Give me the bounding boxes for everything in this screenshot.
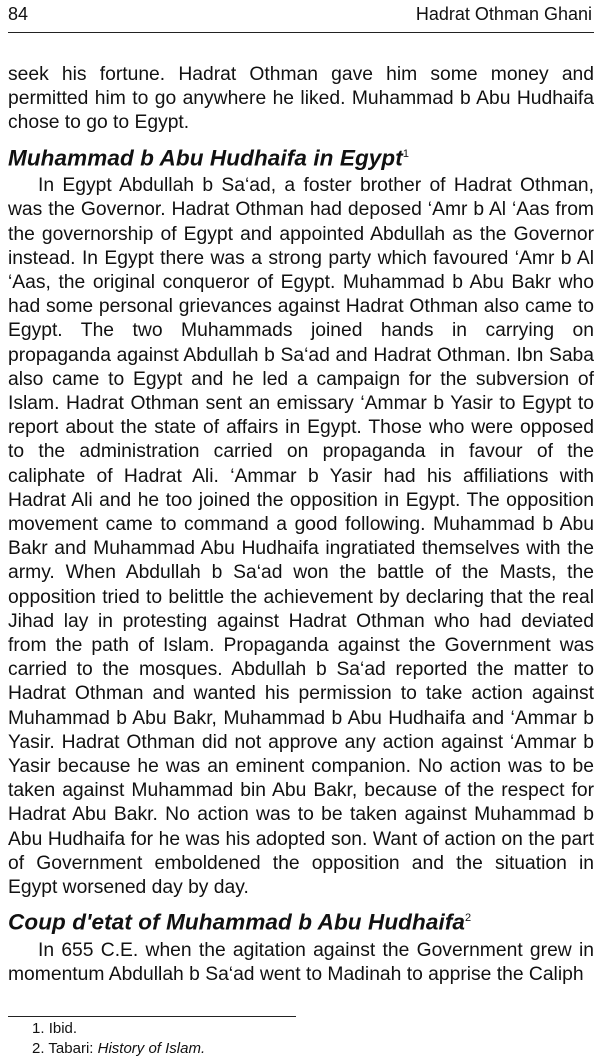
section-heading-coup-text: Coup d'etat of Muhammad b Abu Hudhaifa <box>8 909 466 935</box>
section-heading-egypt <box>8 140 594 173</box>
footnote-rule <box>8 1016 296 1017</box>
footnote-1-number: 1. <box>32 1020 45 1037</box>
section-heading-coup <box>8 904 594 937</box>
footnote-2 <box>8 1039 594 1059</box>
running-header <box>8 0 594 32</box>
footnote-ref-1: 1 <box>402 147 410 160</box>
page-number: 84 <box>8 4 29 24</box>
footnote-2-text: Tabari: <box>48 1040 94 1057</box>
footnote-1 <box>8 1019 594 1039</box>
paragraph-continued: seek his fortune. Hadrat Othman gave him some money and permitted him to go anywhere he liked. Muhammad b Abu Hudhaifa chose to go to Egypt. <box>8 64 594 134</box>
header-rule <box>8 32 594 33</box>
paragraph-egypt: In Egypt Abdullah b Sa‘ad, a foster brother of Hadrat Othman, was the Governor. Hadrat Othman had deposed ‘Amr b Al ‘Aas from the governorship of Egypt and appointed Abdullah as the Governor instead. In Egypt there was a strong party which favoured ‘Amr b Al ‘Aas, the original conqueror of Egypt. Muhammad b Abu Bakr who had some personal grievances against Hadrat Othman also came to Egypt. The two Muhammads joined hands in carrying on propaganda against Abdullah b Sa‘ad and Hadrat Othman. Ibn Saba also came to Egypt and he led a campaign for the subversion of Islam. Hadrat Othman sent an emissary ‘Ammar b Yasir to Egypt to report about the state of affairs in Egypt. Those who were opposed to the administration carried on propaganda in favour of the caliphate of Hadrat Ali. ‘Ammar b Yasir had his affiliations with Hadrat Ali and he too joined the opposition in Egypt. The opposition movement came to command a good following. Muhammad b Abu Bakr and Muhammad Abu Hudhaifa ingratiated themselves with the army. When Abdullah b Sa‘ad won the battle of the Masts, the opposition tried to belittle the achievement by declaring that the real Jihad lay in protesting against Hadrat Othman who had deviated from the path of Islam. Propaganda against the Government was carried to the mosques. Abdullah b Sa‘ad reported the matter to Hadrat Othman and wanted his permission to take action against Muhammad b Abu Bakr, Muhammad b Abu Hudhaifa and ‘Ammar b Yasir. Hadrat Othman did not approve any action against ‘Ammar b Yasir because he was an eminent companion. No action was to be taken against Muhammad bin Abu Bakr, because of the respect for Hadrat Abu Bakr. No action was to be taken against Muhammad b Abu Hudhaifa for he was his adopted son. Want of action on the part of Government emboldened the opposition and the situation in Egypt worsened day by day. <box>8 175 594 898</box>
running-title: Hadrat Othman Ghani <box>415 4 592 24</box>
footnote-2-number: 2. <box>32 1040 45 1057</box>
footnotes <box>8 1016 594 1059</box>
footnote-1-text: Ibid. <box>48 1020 78 1037</box>
footnote-2-title: History of Islam. <box>97 1040 206 1057</box>
section-heading-egypt-text: Muhammad b Abu Hudhaifa in Egypt <box>8 145 403 171</box>
paragraph-coup: In 655 C.E. when the agitation against the Government grew in momentum Abdullah b Sa‘ad went to Madinah to apprise the Caliph <box>8 939 594 985</box>
footnote-ref-2: 2 <box>465 912 472 925</box>
